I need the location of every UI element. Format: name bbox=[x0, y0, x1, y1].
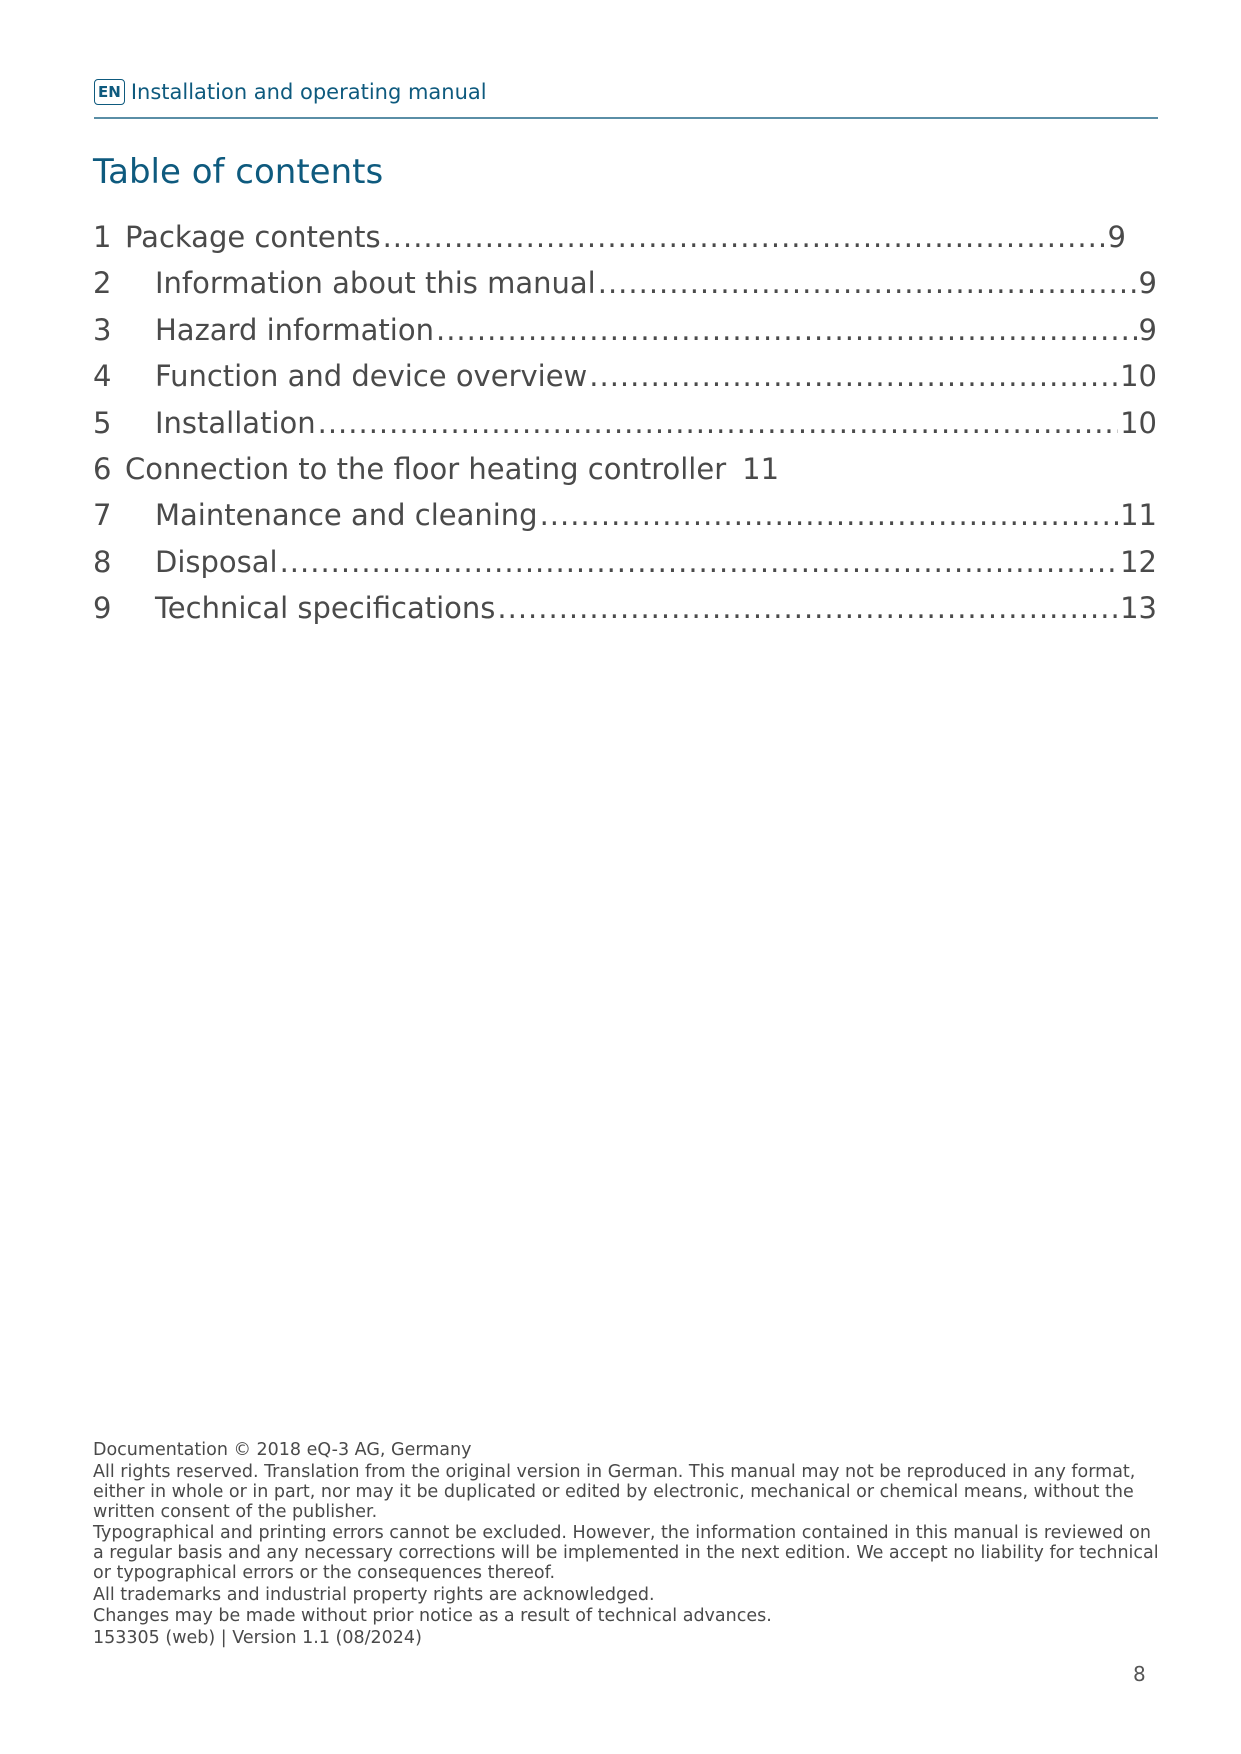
toc-entry-number: 4 bbox=[93, 359, 112, 394]
toc-entry-page: 10 bbox=[1120, 359, 1157, 394]
toc-entry-page: 12 bbox=[1120, 544, 1157, 579]
rights-paragraph: All rights reserved. Translation from the original version in German. This manual may not be reproduced in any format, either in whole or in part, nor may it be duplicated or edited by electronic, mechanical or chemical means, without the written consent of the publisher. bbox=[93, 1461, 1136, 1522]
toc-entry[interactable] bbox=[93, 266, 1157, 312]
toc-entry-page: 13 bbox=[1120, 591, 1157, 626]
toc-entry-page: 11 bbox=[742, 451, 780, 486]
toc-entry[interactable] bbox=[93, 359, 1157, 405]
copyright-line: Documentation © 2018 eQ-3 AG, Germany bbox=[93, 1440, 472, 1460]
toc-entry-label: Function and device overview bbox=[155, 359, 588, 394]
toc-title: Table of contents bbox=[93, 152, 384, 192]
toc-entry-label: Technical specifications bbox=[155, 591, 496, 626]
toc-entry-page: 9 bbox=[1107, 220, 1126, 254]
toc-entry[interactable] bbox=[93, 452, 1157, 498]
toc-entry-number: 9 bbox=[93, 591, 112, 626]
language-badge: EN bbox=[94, 79, 125, 105]
toc-entry-page: 9 bbox=[1138, 312, 1157, 347]
dot-leader bbox=[318, 406, 1118, 440]
dot-leader bbox=[589, 359, 1118, 393]
toc-entry[interactable] bbox=[93, 498, 1157, 544]
toc-entry[interactable] bbox=[93, 406, 1157, 452]
toc-entry-label: Package contents bbox=[125, 220, 381, 254]
toc-entry-label: Information about this manual bbox=[155, 266, 596, 301]
toc-entry-number: 3 bbox=[93, 312, 112, 347]
toc-entry-number: 2 bbox=[93, 266, 112, 301]
trademarks-line: All trademarks and industrial property rights are acknowledged. bbox=[93, 1584, 655, 1605]
toc-entry-page: 10 bbox=[1120, 405, 1157, 440]
header-title: Installation and operating manual bbox=[130, 80, 487, 104]
toc-entry-label: Hazard information bbox=[155, 312, 434, 347]
toc-entry[interactable] bbox=[93, 591, 1157, 637]
dot-leader bbox=[598, 266, 1137, 300]
toc-entry-number: 7 bbox=[93, 498, 112, 533]
toc-entry-label: Connection to the floor heating controller bbox=[125, 451, 727, 486]
toc-entry-number: 1 bbox=[93, 220, 112, 254]
table-of-contents bbox=[93, 220, 1157, 638]
toc-entry[interactable] bbox=[93, 220, 1126, 266]
toc-entry-label: Disposal bbox=[155, 544, 278, 579]
toc-entry[interactable] bbox=[93, 313, 1157, 359]
toc-entry-number: 6 bbox=[93, 451, 112, 486]
toc-entry-page: 9 bbox=[1138, 266, 1157, 301]
page-number: 8 bbox=[1133, 1662, 1146, 1686]
page-header bbox=[94, 79, 487, 105]
toc-entry-label: Installation bbox=[155, 405, 316, 440]
dot-leader bbox=[540, 498, 1119, 532]
header-divider bbox=[94, 117, 1158, 119]
toc-entry[interactable] bbox=[93, 545, 1157, 591]
legal-footer bbox=[93, 1440, 1163, 1649]
toc-entry-number: 8 bbox=[93, 544, 112, 579]
toc-entry-page: 11 bbox=[1120, 498, 1157, 533]
toc-entry-number: 5 bbox=[93, 405, 112, 440]
dot-leader bbox=[497, 591, 1118, 625]
dot-leader bbox=[436, 313, 1137, 347]
dot-leader bbox=[383, 220, 1106, 254]
errors-paragraph: Typographical and printing errors cannot be excluded. However, the information contained in this manual is reviewed on a regular basis and any necessary corrections will be implemented in the next edition. We accept no liability for technical or typographical errors or the consequences thereof. bbox=[93, 1523, 1159, 1583]
changes-line: Changes may be made without prior notice as a result of technical advances. bbox=[93, 1606, 772, 1626]
toc-entry-label: Maintenance and cleaning bbox=[155, 498, 538, 533]
version-line: 153305 (web) | Version 1.1 (08/2024) bbox=[93, 1627, 422, 1648]
dot-leader bbox=[280, 545, 1119, 579]
